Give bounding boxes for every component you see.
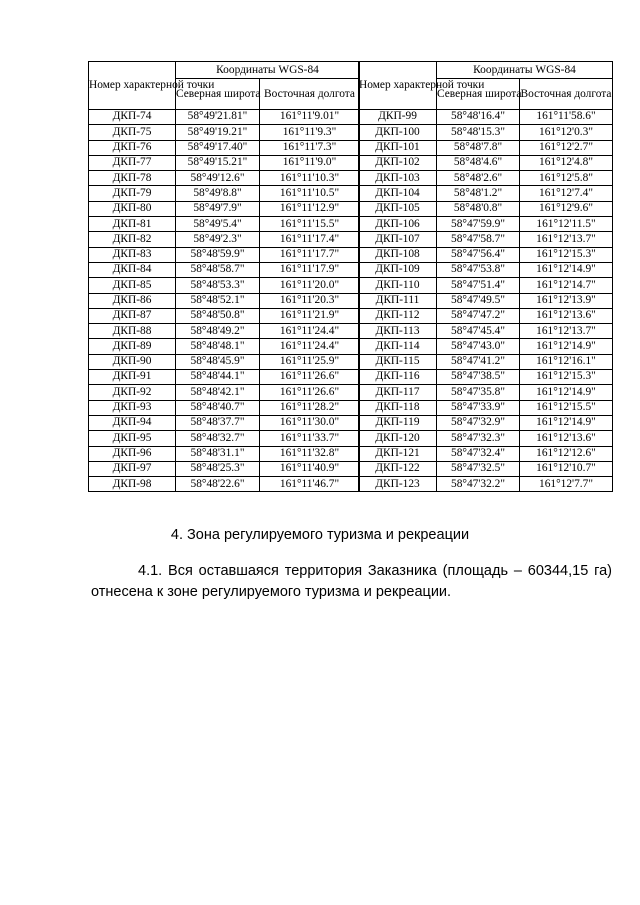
point-number-cell: ДКП-85 [89, 278, 176, 293]
latitude-cell: 58°49'19.21" [176, 125, 260, 140]
point-number-cell: ДКП-100 [359, 125, 437, 140]
longitude-cell: 161°12'16.1" [520, 354, 613, 369]
point-number-cell: ДКП-83 [89, 247, 176, 262]
point-number-cell: ДКП-119 [359, 415, 437, 430]
longitude-cell: 161°11'17.4" [260, 232, 360, 247]
longitude-cell: 161°12'13.6" [520, 308, 613, 323]
point-number-cell: ДКП-84 [89, 262, 176, 277]
header-coordinates: Координаты WGS-84 [437, 62, 613, 79]
latitude-cell: 58°47'32.9" [437, 415, 520, 430]
header-point-number: Номер характерной точки [359, 62, 437, 110]
table-row [89, 278, 360, 293]
longitude-cell: 161°12'9.6" [520, 201, 613, 216]
table-row [359, 186, 613, 201]
latitude-cell: 58°48'31.1" [176, 446, 260, 461]
latitude-cell: 58°47'47.2" [437, 308, 520, 323]
paragraph-line-2: отнесена к зоне регулируемого туризма и рекреации. [91, 584, 452, 601]
table-row [89, 140, 360, 155]
table-row [359, 232, 613, 247]
latitude-cell: 58°48'53.3" [176, 278, 260, 293]
table-row [359, 171, 613, 186]
point-number-cell: ДКП-98 [89, 477, 176, 492]
point-number-cell: ДКП-121 [359, 446, 437, 461]
point-number-cell: ДКП-111 [359, 293, 437, 308]
table-row [359, 324, 613, 339]
point-number-cell: ДКП-99 [359, 110, 437, 125]
longitude-cell: 161°12'15.3" [520, 247, 613, 262]
latitude-cell: 58°47'59.9" [437, 217, 520, 232]
table-row [89, 217, 360, 232]
point-number-cell: ДКП-89 [89, 339, 176, 354]
longitude-cell: 161°11'26.6" [260, 385, 360, 400]
longitude-cell: 161°12'14.7" [520, 278, 613, 293]
longitude-cell: 161°12'7.7" [520, 477, 613, 492]
table-row [89, 155, 360, 170]
header-north-latitude: Северная широта [176, 79, 260, 110]
longitude-cell: 161°12'13.9" [520, 293, 613, 308]
point-number-cell: ДКП-104 [359, 186, 437, 201]
table-row [359, 125, 613, 140]
longitude-cell: 161°11'17.7" [260, 247, 360, 262]
point-number-cell: ДКП-122 [359, 461, 437, 476]
latitude-cell: 58°47'35.8" [437, 385, 520, 400]
point-number-cell: ДКП-115 [359, 354, 437, 369]
table-row [359, 477, 613, 492]
latitude-cell: 58°47'32.2" [437, 477, 520, 492]
longitude-cell: 161°11'9.01" [260, 110, 360, 125]
longitude-cell: 161°11'9.3" [260, 125, 360, 140]
latitude-cell: 58°48'48.1" [176, 339, 260, 354]
longitude-cell: 161°11'9.0" [260, 155, 360, 170]
longitude-cell: 161°11'24.4" [260, 339, 360, 354]
latitude-cell: 58°48'15.3" [437, 125, 520, 140]
point-number-cell: ДКП-91 [89, 370, 176, 385]
latitude-cell: 58°47'33.9" [437, 400, 520, 415]
header-coordinates: Координаты WGS-84 [176, 62, 360, 79]
table-row [359, 155, 613, 170]
latitude-cell: 58°48'25.3" [176, 461, 260, 476]
table-row [89, 385, 360, 400]
latitude-cell: 58°48'44.1" [176, 370, 260, 385]
point-number-cell: ДКП-86 [89, 293, 176, 308]
point-number-cell: ДКП-94 [89, 415, 176, 430]
longitude-cell: 161°12'2.7" [520, 140, 613, 155]
latitude-cell: 58°48'4.6" [437, 155, 520, 170]
coordinates-table-left [88, 61, 360, 492]
longitude-cell: 161°12'15.5" [520, 400, 613, 415]
longitude-cell: 161°11'30.0" [260, 415, 360, 430]
point-number-cell: ДКП-101 [359, 140, 437, 155]
point-number-cell: ДКП-118 [359, 400, 437, 415]
table-row [89, 446, 360, 461]
point-number-cell: ДКП-116 [359, 370, 437, 385]
latitude-cell: 58°47'32.5" [437, 461, 520, 476]
table-row [89, 477, 360, 492]
latitude-cell: 58°48'0.8" [437, 201, 520, 216]
header-point-number: Номер характерной точки [89, 62, 176, 110]
longitude-cell: 161°12'14.9" [520, 385, 613, 400]
latitude-cell: 58°48'49.2" [176, 324, 260, 339]
point-number-cell: ДКП-113 [359, 324, 437, 339]
header-north-latitude: Северная широта [437, 79, 520, 110]
table-row [89, 201, 360, 216]
latitude-cell: 58°48'59.9" [176, 247, 260, 262]
latitude-cell: 58°48'58.7" [176, 262, 260, 277]
latitude-cell: 58°47'49.5" [437, 293, 520, 308]
longitude-cell: 161°12'14.9" [520, 262, 613, 277]
table-row [359, 400, 613, 415]
longitude-cell: 161°12'13.7" [520, 324, 613, 339]
longitude-cell: 161°11'46.7" [260, 477, 360, 492]
point-number-cell: ДКП-74 [89, 110, 176, 125]
table-row [89, 247, 360, 262]
latitude-cell: 58°49'8.8" [176, 186, 260, 201]
point-number-cell: ДКП-80 [89, 201, 176, 216]
table-row [359, 354, 613, 369]
latitude-cell: 58°49'15.21" [176, 155, 260, 170]
table-row [359, 262, 613, 277]
latitude-cell: 58°48'32.7" [176, 431, 260, 446]
latitude-cell: 58°49'17.40" [176, 140, 260, 155]
longitude-cell: 161°11'40.9" [260, 461, 360, 476]
table-row [359, 339, 613, 354]
table-row [359, 446, 613, 461]
latitude-cell: 58°48'40.7" [176, 400, 260, 415]
latitude-cell: 58°48'2.6" [437, 171, 520, 186]
table-row [89, 339, 360, 354]
point-number-cell: ДКП-102 [359, 155, 437, 170]
longitude-cell: 161°11'10.5" [260, 186, 360, 201]
longitude-cell: 161°11'26.6" [260, 370, 360, 385]
latitude-cell: 58°48'7.8" [437, 140, 520, 155]
longitude-cell: 161°11'24.4" [260, 324, 360, 339]
table-row [89, 324, 360, 339]
table-row [359, 217, 613, 232]
longitude-cell: 161°11'17.9" [260, 262, 360, 277]
longitude-cell: 161°12'13.6" [520, 431, 613, 446]
longitude-cell: 161°11'33.7" [260, 431, 360, 446]
longitude-cell: 161°11'12.9" [260, 201, 360, 216]
longitude-cell: 161°11'28.2" [260, 400, 360, 415]
longitude-cell: 161°11'7.3" [260, 140, 360, 155]
table-row [89, 354, 360, 369]
header-east-longitude: Восточная долгота [520, 79, 613, 110]
table-row [89, 400, 360, 415]
table-row [359, 461, 613, 476]
point-number-cell: ДКП-96 [89, 446, 176, 461]
point-number-cell: ДКП-78 [89, 171, 176, 186]
table-row [359, 247, 613, 262]
longitude-cell: 161°11'10.3" [260, 171, 360, 186]
latitude-cell: 58°47'32.3" [437, 431, 520, 446]
longitude-cell: 161°12'7.4" [520, 186, 613, 201]
point-number-cell: ДКП-79 [89, 186, 176, 201]
latitude-cell: 58°47'32.4" [437, 446, 520, 461]
point-number-cell: ДКП-106 [359, 217, 437, 232]
longitude-cell: 161°12'15.3" [520, 370, 613, 385]
latitude-cell: 58°47'58.7" [437, 232, 520, 247]
longitude-cell: 161°12'10.7" [520, 461, 613, 476]
latitude-cell: 58°47'56.4" [437, 247, 520, 262]
point-number-cell: ДКП-81 [89, 217, 176, 232]
point-number-cell: ДКП-77 [89, 155, 176, 170]
longitude-cell: 161°12'14.9" [520, 339, 613, 354]
latitude-cell: 58°48'1.2" [437, 186, 520, 201]
latitude-cell: 58°47'43.0" [437, 339, 520, 354]
point-number-cell: ДКП-95 [89, 431, 176, 446]
latitude-cell: 58°49'12.6" [176, 171, 260, 186]
latitude-cell: 58°49'5.4" [176, 217, 260, 232]
table-row [359, 293, 613, 308]
longitude-cell: 161°11'25.9" [260, 354, 360, 369]
table-row [359, 431, 613, 446]
longitude-cell: 161°12'14.9" [520, 415, 613, 430]
point-number-cell: ДКП-114 [359, 339, 437, 354]
table-row [359, 140, 613, 155]
table-row [89, 232, 360, 247]
table-row [89, 171, 360, 186]
point-number-cell: ДКП-82 [89, 232, 176, 247]
latitude-cell: 58°47'51.4" [437, 278, 520, 293]
latitude-cell: 58°48'45.9" [176, 354, 260, 369]
latitude-cell: 58°48'50.8" [176, 308, 260, 323]
longitude-cell: 161°11'21.9" [260, 308, 360, 323]
point-number-cell: ДКП-120 [359, 431, 437, 446]
longitude-cell: 161°12'11.5" [520, 217, 613, 232]
point-number-cell: ДКП-107 [359, 232, 437, 247]
point-number-cell: ДКП-117 [359, 385, 437, 400]
section-paragraph [91, 561, 612, 603]
paragraph-line-1: 4.1. Вся оставшаяся территория Заказника (площадь – 60344,15 га) [138, 563, 612, 579]
point-number-cell: ДКП-110 [359, 278, 437, 293]
table-row [359, 385, 613, 400]
point-number-cell: ДКП-97 [89, 461, 176, 476]
table-row [89, 461, 360, 476]
table-row [359, 415, 613, 430]
table-row [89, 431, 360, 446]
longitude-cell: 161°11'20.3" [260, 293, 360, 308]
table-row [89, 262, 360, 277]
table-row [359, 278, 613, 293]
latitude-cell: 58°47'53.8" [437, 262, 520, 277]
latitude-cell: 58°47'41.2" [437, 354, 520, 369]
longitude-cell: 161°11'58.6" [520, 110, 613, 125]
table-row [89, 293, 360, 308]
longitude-cell: 161°12'13.7" [520, 232, 613, 247]
point-number-cell: ДКП-108 [359, 247, 437, 262]
table-row [89, 415, 360, 430]
table-row [359, 110, 613, 125]
longitude-cell: 161°12'0.3" [520, 125, 613, 140]
longitude-cell: 161°12'5.8" [520, 171, 613, 186]
point-number-cell: ДКП-109 [359, 262, 437, 277]
latitude-cell: 58°48'16.4" [437, 110, 520, 125]
table-row [359, 201, 613, 216]
longitude-cell: 161°11'15.5" [260, 217, 360, 232]
point-number-cell: ДКП-88 [89, 324, 176, 339]
section-title: 4. Зона регулируемого туризма и рекреации [170, 527, 470, 543]
table-row [89, 110, 360, 125]
latitude-cell: 58°49'2.3" [176, 232, 260, 247]
table-row [89, 186, 360, 201]
latitude-cell: 58°48'37.7" [176, 415, 260, 430]
point-number-cell: ДКП-90 [89, 354, 176, 369]
header-east-longitude: Восточная долгота [260, 79, 360, 110]
table-row [89, 125, 360, 140]
table-row [89, 308, 360, 323]
latitude-cell: 58°48'42.1" [176, 385, 260, 400]
latitude-cell: 58°48'52.1" [176, 293, 260, 308]
longitude-cell: 161°11'20.0" [260, 278, 360, 293]
point-number-cell: ДКП-123 [359, 477, 437, 492]
latitude-cell: 58°47'38.5" [437, 370, 520, 385]
table-row [89, 370, 360, 385]
longitude-cell: 161°11'32.8" [260, 446, 360, 461]
point-number-cell: ДКП-105 [359, 201, 437, 216]
point-number-cell: ДКП-93 [89, 400, 176, 415]
point-number-cell: ДКП-75 [89, 125, 176, 140]
point-number-cell: ДКП-87 [89, 308, 176, 323]
point-number-cell: ДКП-103 [359, 171, 437, 186]
latitude-cell: 58°47'45.4" [437, 324, 520, 339]
point-number-cell: ДКП-76 [89, 140, 176, 155]
table-row [359, 308, 613, 323]
latitude-cell: 58°49'21.81" [176, 110, 260, 125]
point-number-cell: ДКП-112 [359, 308, 437, 323]
latitude-cell: 58°49'7.9" [176, 201, 260, 216]
latitude-cell: 58°48'22.6" [176, 477, 260, 492]
table-row [359, 370, 613, 385]
point-number-cell: ДКП-92 [89, 385, 176, 400]
longitude-cell: 161°12'4.8" [520, 155, 613, 170]
longitude-cell: 161°12'12.6" [520, 446, 613, 461]
coordinates-table-right [358, 61, 613, 492]
